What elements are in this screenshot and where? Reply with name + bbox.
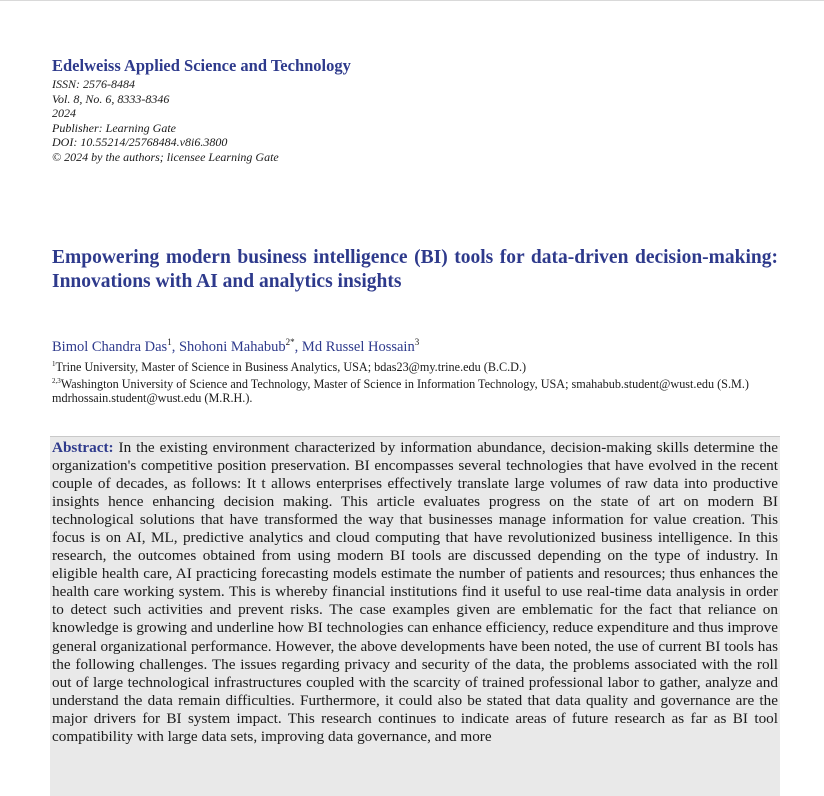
abstract-label: Abstract: <box>52 439 114 456</box>
affiliation <box>52 374 772 405</box>
journal-header <box>52 55 772 165</box>
author-list <box>52 332 772 357</box>
journal-copyright: © 2024 by the authors; licensee Learning Gate <box>52 149 279 164</box>
affiliation <box>52 357 772 374</box>
author-separator: , <box>171 338 179 355</box>
author-affil-mark: 3 <box>414 337 420 347</box>
journal-doi: DOI: 10.55214/25768484.v8i6.3800 <box>52 135 228 150</box>
journal-volume: Vol. 8, No. 6, 8333-8346 <box>52 91 170 106</box>
paper-title: Empowering modern business intelligence (BI) tools for data-driven decision-making: Innovations with AI and analytics insights <box>52 247 778 292</box>
affiliation-mark: 2,3 <box>52 377 61 386</box>
authors-block <box>52 332 772 406</box>
author-name: Shohoni Mahabub <box>178 338 286 355</box>
author-affil-mark: 1 <box>167 337 172 347</box>
abstract-box <box>50 436 780 796</box>
author-name: Bimol Chandra Das <box>52 338 168 355</box>
affiliation-mark: 1 <box>52 359 56 368</box>
affiliation-text: Trine University, Master of Science in Business Analytics, USA; bdas23@my.trine.edu (B.C.D.) <box>55 359 527 374</box>
journal-name: Edelweiss Applied Science and Technology <box>52 56 351 75</box>
journal-issn: ISSN: 2576-8484 <box>52 77 135 91</box>
page-top-border <box>0 0 824 1</box>
journal-publisher: Publisher: Learning Gate <box>52 120 176 135</box>
author-separator: , <box>294 338 302 355</box>
author-name: Md Russel Hossain <box>301 338 415 355</box>
author-affil-mark: 2* <box>285 337 295 347</box>
abstract-paragraph <box>52 439 778 746</box>
journal-year: 2024 <box>52 106 76 121</box>
affiliation-text: Washington University of Science and Technology, Master of Science in Information Technology, USA; smahabub.student@wust.edu (S.M.) mdrhossain.student@wust.edu (M.R.H.). <box>52 377 749 406</box>
abstract-body: In the existing environment characterized by information abundance, decision-making skills determine the organization's competitive position preservation. BI encompasses several technologies that have evolved in the recent couple of decades, as follows: It t allows enterprises effectively translate large volumes of raw data into productive insights hence enhancing decision making. This article evaluates progress on the state of art on modern BI technological solutions that have transformed the way that businesses manage information for value creation. This focus is on AI, ML, predictive analytics and cloud computing that have revolutionized business intelligence. In this research, the outcomes obtained from using modern BI tools are discussed depending on the type of industry. In eligible health care, AI practicing forecasting models estimate the number of patients and resources; thus enhances the health care working system. This is whereby financial institutions find it useful to use real-time data analysis in order to detect such activities and prevent risks. The case examples given are emblematic for the fact that reliance on knowledge is growing and underline how BI technologies can enhance efficiency, reduce expenditure and thus improve general organizational performance. However, the above developments have been noted, the use of current BI tools has the following challenges. The issues regarding privacy and security of the data, the problems associated with the roll out of large technological infrastructures coupled with the scarcity of trained professional labor to gather, analyze and understand the data remain difficulties. Furthermore, it could also be stated that data quality and governance are the major drivers for BI system impact. This research continues to indicate areas of future research as far as BI tool compatibility with large data sets, improving data governance, and more <box>52 439 778 745</box>
